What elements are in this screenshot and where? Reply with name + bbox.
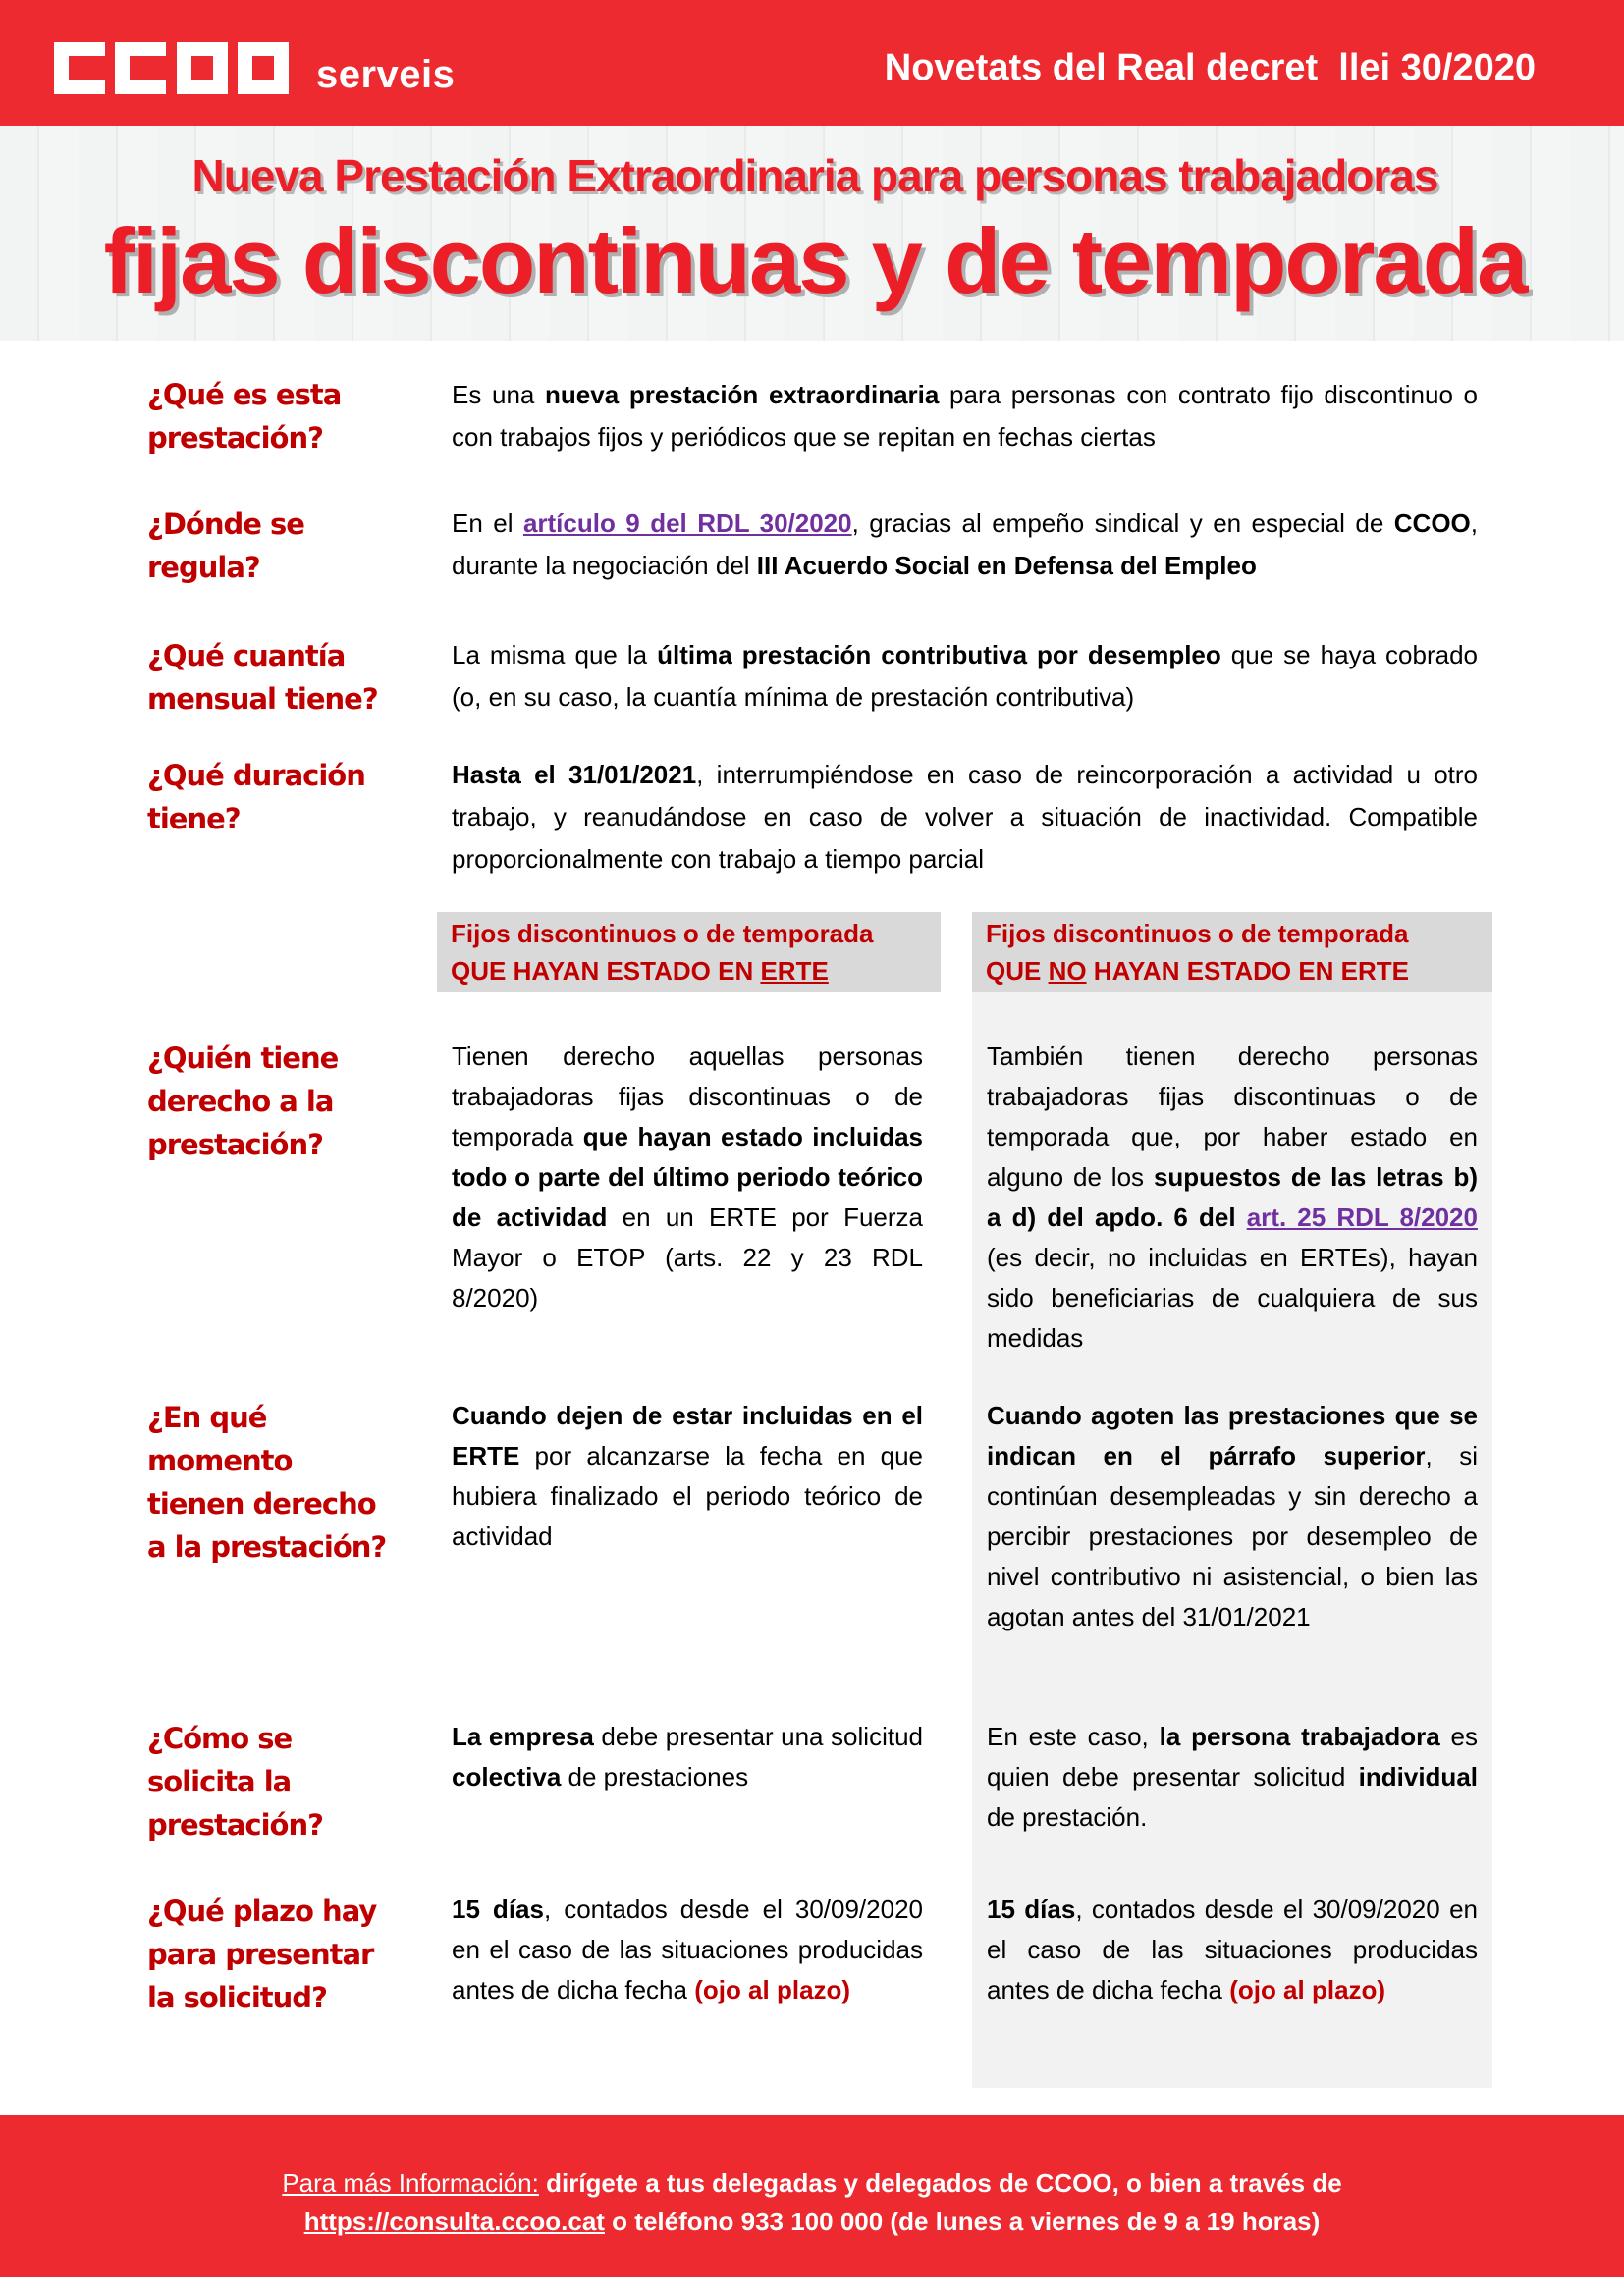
header-line: Fijos discontinuos o de temporada	[451, 919, 874, 948]
header-line	[986, 952, 1492, 989]
answer-text: En el	[452, 508, 523, 538]
footer-label: Para más Información:	[282, 2168, 539, 2198]
answer-bold: última prestación contributiva por desempleo	[657, 640, 1221, 669]
question-line: mensual tiene?	[147, 682, 378, 716]
answer-text: en un ERTE por Fuerza Mayor o ETOP (arts. 22 y 23 RDL 8/2020)	[452, 1202, 923, 1312]
logo-suffix: serveis	[316, 53, 456, 96]
answer-bold: 15 días	[987, 1895, 1076, 1924]
footer-line-2	[0, 2203, 1624, 2241]
answer-who-entitled-erte	[452, 1037, 923, 1318]
header-text: QUE HAYAN ESTADO EN	[451, 956, 761, 986]
header-underlined: ERTE	[760, 956, 829, 986]
question-line: a la prestación?	[147, 1530, 387, 1564]
question-line: ¿Qué es esta	[147, 378, 342, 411]
answer-text: de prestaciones	[561, 1762, 749, 1791]
answer-when-entitled-erte	[452, 1396, 923, 1557]
footer-line-1	[0, 2164, 1624, 2203]
question-where-regulated	[147, 503, 432, 589]
answer-text: debe presentar una solicitud	[593, 1722, 923, 1751]
answer-when-entitled-no-erte	[987, 1396, 1478, 1637]
banner-title-line2: fijas discontinuas y de temporada	[103, 209, 1527, 312]
question-monthly-amount	[147, 634, 432, 721]
answer-deadline-no-erte	[987, 1890, 1478, 2010]
logo-block-c2	[115, 42, 166, 94]
answer-where-regulated	[452, 503, 1478, 587]
answer-how-request-erte	[452, 1717, 923, 1797]
question-line: tiene?	[147, 802, 241, 835]
question-line: ¿Quién tiene	[147, 1041, 339, 1075]
answer-what-is	[452, 374, 1478, 458]
link-art-25[interactable]: art. 25 RDL 8/2020	[1246, 1202, 1478, 1232]
logo-block-o2	[238, 42, 289, 94]
answer-monthly-amount	[452, 634, 1478, 719]
question-line: ¿Qué cuantía	[147, 639, 346, 672]
question-line: la solicitud?	[147, 1981, 327, 2014]
header-line: Fijos discontinuos o de temporada	[986, 919, 1409, 948]
answer-text: , durante la negociación del	[452, 508, 1478, 580]
answer-text: es quien debe presentar solicitud	[987, 1722, 1478, 1791]
answer-text: La misma que la	[452, 640, 658, 669]
answer-bold: 15 días	[452, 1895, 544, 1924]
answer-bold: Hasta el 31/01/2021	[452, 760, 697, 789]
question-duration	[147, 754, 432, 840]
answer-duration	[452, 754, 1478, 881]
question-line: regula?	[147, 551, 260, 584]
answer-text: , si continúan desempleadas y sin derecho a percibir prestaciones por desempleo de nivel contributivo ni asistencial, o bien las agotan antes del 31/01/2021	[987, 1441, 1478, 1631]
question-who-entitled	[147, 1037, 432, 1166]
answer-how-request-no-erte	[987, 1717, 1478, 1838]
answer-who-entitled-no-erte	[987, 1037, 1478, 1359]
answer-text: , gracias al empeño sindical y en especial de	[851, 508, 1394, 538]
answer-text: para personas con contrato fijo discontinuo o con trabajos fijos y periódicos que se repitan en fechas ciertas	[452, 380, 1479, 452]
answer-bold: colectiva	[452, 1762, 562, 1791]
answer-bold: la persona trabajadora	[1159, 1722, 1440, 1751]
question-line: ¿Qué duración	[147, 759, 365, 792]
banner-title-line1: Nueva Prestación Extraordinaria para personas trabajadoras	[191, 150, 1438, 201]
header-underlined: NO	[1048, 956, 1087, 986]
footer-text: o teléfono 933 100 000 (de lunes a viernes de 9 a 19 horas)	[604, 2207, 1321, 2236]
answer-text: por alcanzarse la fecha en que hubiera finalizado el periodo teórico de actividad	[452, 1441, 923, 1551]
question-line: ¿Cómo se	[147, 1722, 293, 1755]
question-line: solicita la	[147, 1765, 292, 1798]
question-line: derecho a la	[147, 1085, 334, 1118]
question-when-entitled	[147, 1396, 432, 1569]
header-text: QUE	[986, 956, 1049, 986]
answer-text: de prestación.	[987, 1802, 1148, 1832]
header-text: HAYAN ESTADO EN ERTE	[1086, 956, 1410, 986]
answer-bold: La empresa	[452, 1722, 594, 1751]
answer-text: También tienen derecho personas trabajadoras fijas discontinuas o de temporada que, por haber estado en alguno de los	[987, 1041, 1478, 1192]
question-line: ¿Dónde se	[147, 507, 304, 541]
answer-bold: nueva prestación extraordinaria	[545, 380, 940, 409]
answer-bold: que hayan estado incluidas todo o parte del último periodo teórico de actividad	[452, 1122, 923, 1232]
answer-text: , contados desde el 30/09/2020 en el caso de las situaciones producidas antes de dicha fecha	[452, 1895, 923, 2004]
warning-note: (ojo al plazo)	[694, 1975, 851, 2004]
answer-deadline-erte	[452, 1890, 923, 2010]
column-header-with-erte	[437, 912, 941, 992]
answer-text: Es una	[452, 380, 546, 409]
question-line: prestación?	[147, 421, 323, 454]
answer-text: , contados desde el 30/09/2020 en el caso de las situaciones producidas antes de dicha fecha	[987, 1895, 1478, 2004]
answer-text: , interrumpiéndose en caso de reincorporación a actividad u otro trabajo, y reanudándose en caso de volver a situación de inactividad. Compatible proporcionalmente con trabajo a tiempo parcial	[452, 760, 1478, 874]
question-line: tienen derecho	[147, 1487, 376, 1521]
footer-text: dirígete a tus delegadas y delegados de CCOO, o bien a través de	[538, 2168, 1342, 2198]
answer-text: Tienen derecho aquellas personas trabajadoras fijas discontinuas o de temporada	[452, 1041, 923, 1151]
answer-text: En este caso,	[987, 1722, 1160, 1751]
question-line: prestación?	[147, 1808, 323, 1842]
answer-text: que se haya cobrado (o, en su caso, la cuantía mínima de prestación contributiva)	[452, 640, 1478, 712]
link-articulo-9[interactable]: artículo 9 del RDL 30/2020	[522, 508, 852, 538]
answer-bold: III Acuerdo Social en Defensa del Empleo	[756, 551, 1257, 580]
question-deadline	[147, 1890, 432, 2019]
header-line	[451, 952, 941, 989]
question-line: para presentar	[147, 1938, 374, 1971]
answer-bold: supuestos de las letras b) a d) del apdo. 6 del	[987, 1162, 1479, 1232]
answer-text	[1236, 1202, 1247, 1232]
question-how-request	[147, 1717, 432, 1846]
logo-block-c1	[54, 42, 105, 94]
logo-block-o1	[177, 42, 228, 94]
question-line: ¿En qué	[147, 1401, 267, 1434]
question-line: ¿Qué plazo hay	[147, 1895, 377, 1928]
question-what-is	[147, 373, 432, 459]
answer-text: (es decir, no incluidas en ERTEs), hayan sido beneficiarias de cualquiera de sus medidas	[987, 1243, 1478, 1353]
answer-bold: Cuando agoten las prestaciones que se indican en el párrafo superior	[987, 1401, 1478, 1470]
answer-bold: Cuando dejen de estar incluidas en el ERTE	[452, 1401, 923, 1470]
question-line: prestación?	[147, 1128, 323, 1161]
title-banner	[0, 126, 1624, 341]
warning-note: (ojo al plazo)	[1229, 1975, 1386, 2004]
question-line: momento	[147, 1444, 293, 1477]
top-header-bar	[0, 0, 1624, 126]
footer-contact-bar	[0, 2115, 1624, 2277]
answer-bold: individual	[1358, 1762, 1478, 1791]
header-title: Novetats del Real decret llei 30/2020	[884, 47, 1536, 88]
footer-url-link[interactable]: https://consulta.ccoo.cat	[303, 2207, 605, 2236]
answer-bold: CCOO	[1393, 508, 1471, 538]
ccoo-logo	[54, 42, 290, 94]
column-header-without-erte	[972, 912, 1492, 992]
